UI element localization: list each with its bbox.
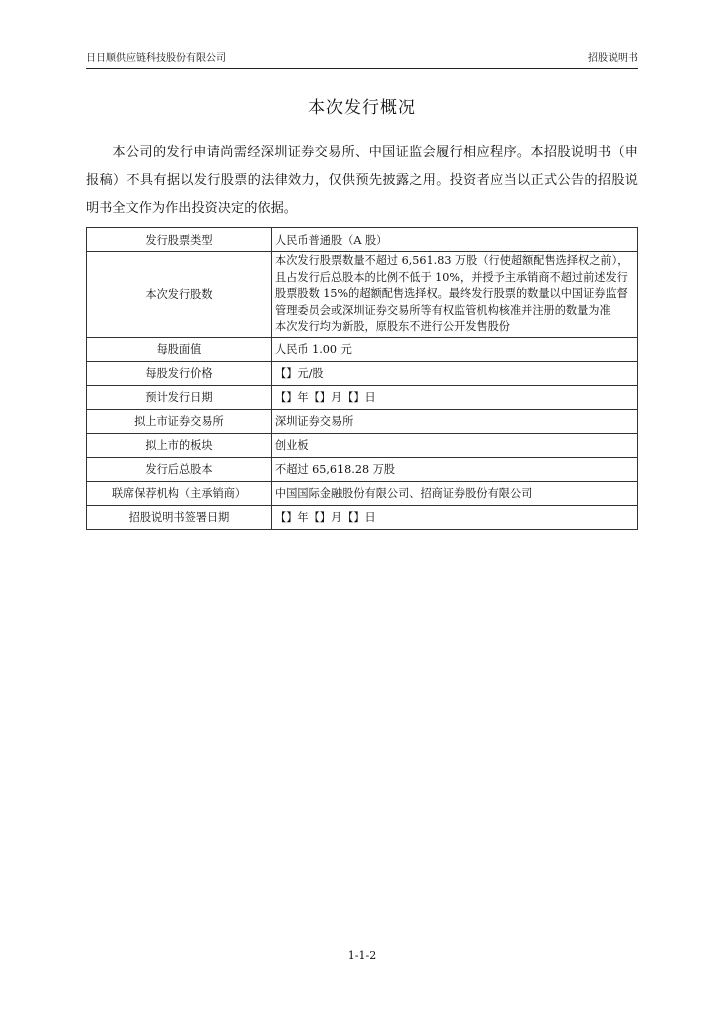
offering-overview-table xyxy=(86,227,638,530)
row-value: 中国国际金融股份有限公司、招商证券股份有限公司 xyxy=(272,481,638,505)
row-label: 每股发行价格 xyxy=(87,361,272,385)
row-value: 【】年【】月【】日 xyxy=(272,505,638,529)
row-value xyxy=(272,252,638,338)
header-divider xyxy=(86,68,638,69)
header-company-name: 日日顺供应链科技股份有限公司 xyxy=(86,53,226,64)
row-label: 联席保荐机构（主承销商） xyxy=(87,481,272,505)
row-label: 发行股票类型 xyxy=(87,228,272,252)
row-label: 预计发行日期 xyxy=(87,385,272,409)
row-label: 拟上市的板块 xyxy=(87,433,272,457)
table-row xyxy=(87,228,638,252)
row-value: 人民币普通股（A 股） xyxy=(272,228,638,252)
table-row xyxy=(87,433,638,457)
row-label: 拟上市证券交易所 xyxy=(87,409,272,433)
row-label: 发行后总股本 xyxy=(87,457,272,481)
table-row xyxy=(87,337,638,361)
row-label: 招股说明书签署日期 xyxy=(87,505,272,529)
table-row xyxy=(87,409,638,433)
row-value-paragraph: 本次发行均为新股，原股东不进行公开发售股份 xyxy=(275,320,510,333)
page-number: 1-1-2 xyxy=(347,949,377,962)
row-value: 深圳证券交易所 xyxy=(272,409,638,433)
row-label: 本次发行股数 xyxy=(87,252,272,338)
row-value: 不超过 65,618.28 万股 xyxy=(272,457,638,481)
page-header xyxy=(86,52,638,66)
row-value: 【】元/股 xyxy=(272,361,638,385)
header-document-name: 招股说明书 xyxy=(588,53,638,64)
row-value: 创业板 xyxy=(272,433,638,457)
page-title: 本次发行概况 xyxy=(308,98,416,118)
row-value-paragraph: 本次发行股票数量不超过 6,561.83 万股（行使超额配售选择权之前），且占发行后总股本的比例不低于 10%，并授予主承销商不超过前述发行股票股数 15%的超额配售选择权。最终发行股票的数量以中国证券监督管理委员会或深圳证券交易所等有权监管机构核准并注册的数量为准 xyxy=(275,254,629,317)
intro-paragraph: 本公司的发行申请尚需经深圳证券交易所、中国证监会履行相应程序。本招股说明书（申报稿）不具有据以发行股票的法律效力，仅供预先披露之用。投资者应当以正式公告的招股说明书全文作为作出投资决定的依据。 xyxy=(86,145,638,216)
table-row xyxy=(87,505,638,529)
row-value: 人民币 1.00 元 xyxy=(272,337,638,361)
row-label: 每股面值 xyxy=(87,337,272,361)
table-row xyxy=(87,252,638,338)
table-row xyxy=(87,481,638,505)
table-row xyxy=(87,385,638,409)
table-row xyxy=(87,457,638,481)
row-value: 【】年【】月【】日 xyxy=(272,385,638,409)
table-row xyxy=(87,361,638,385)
